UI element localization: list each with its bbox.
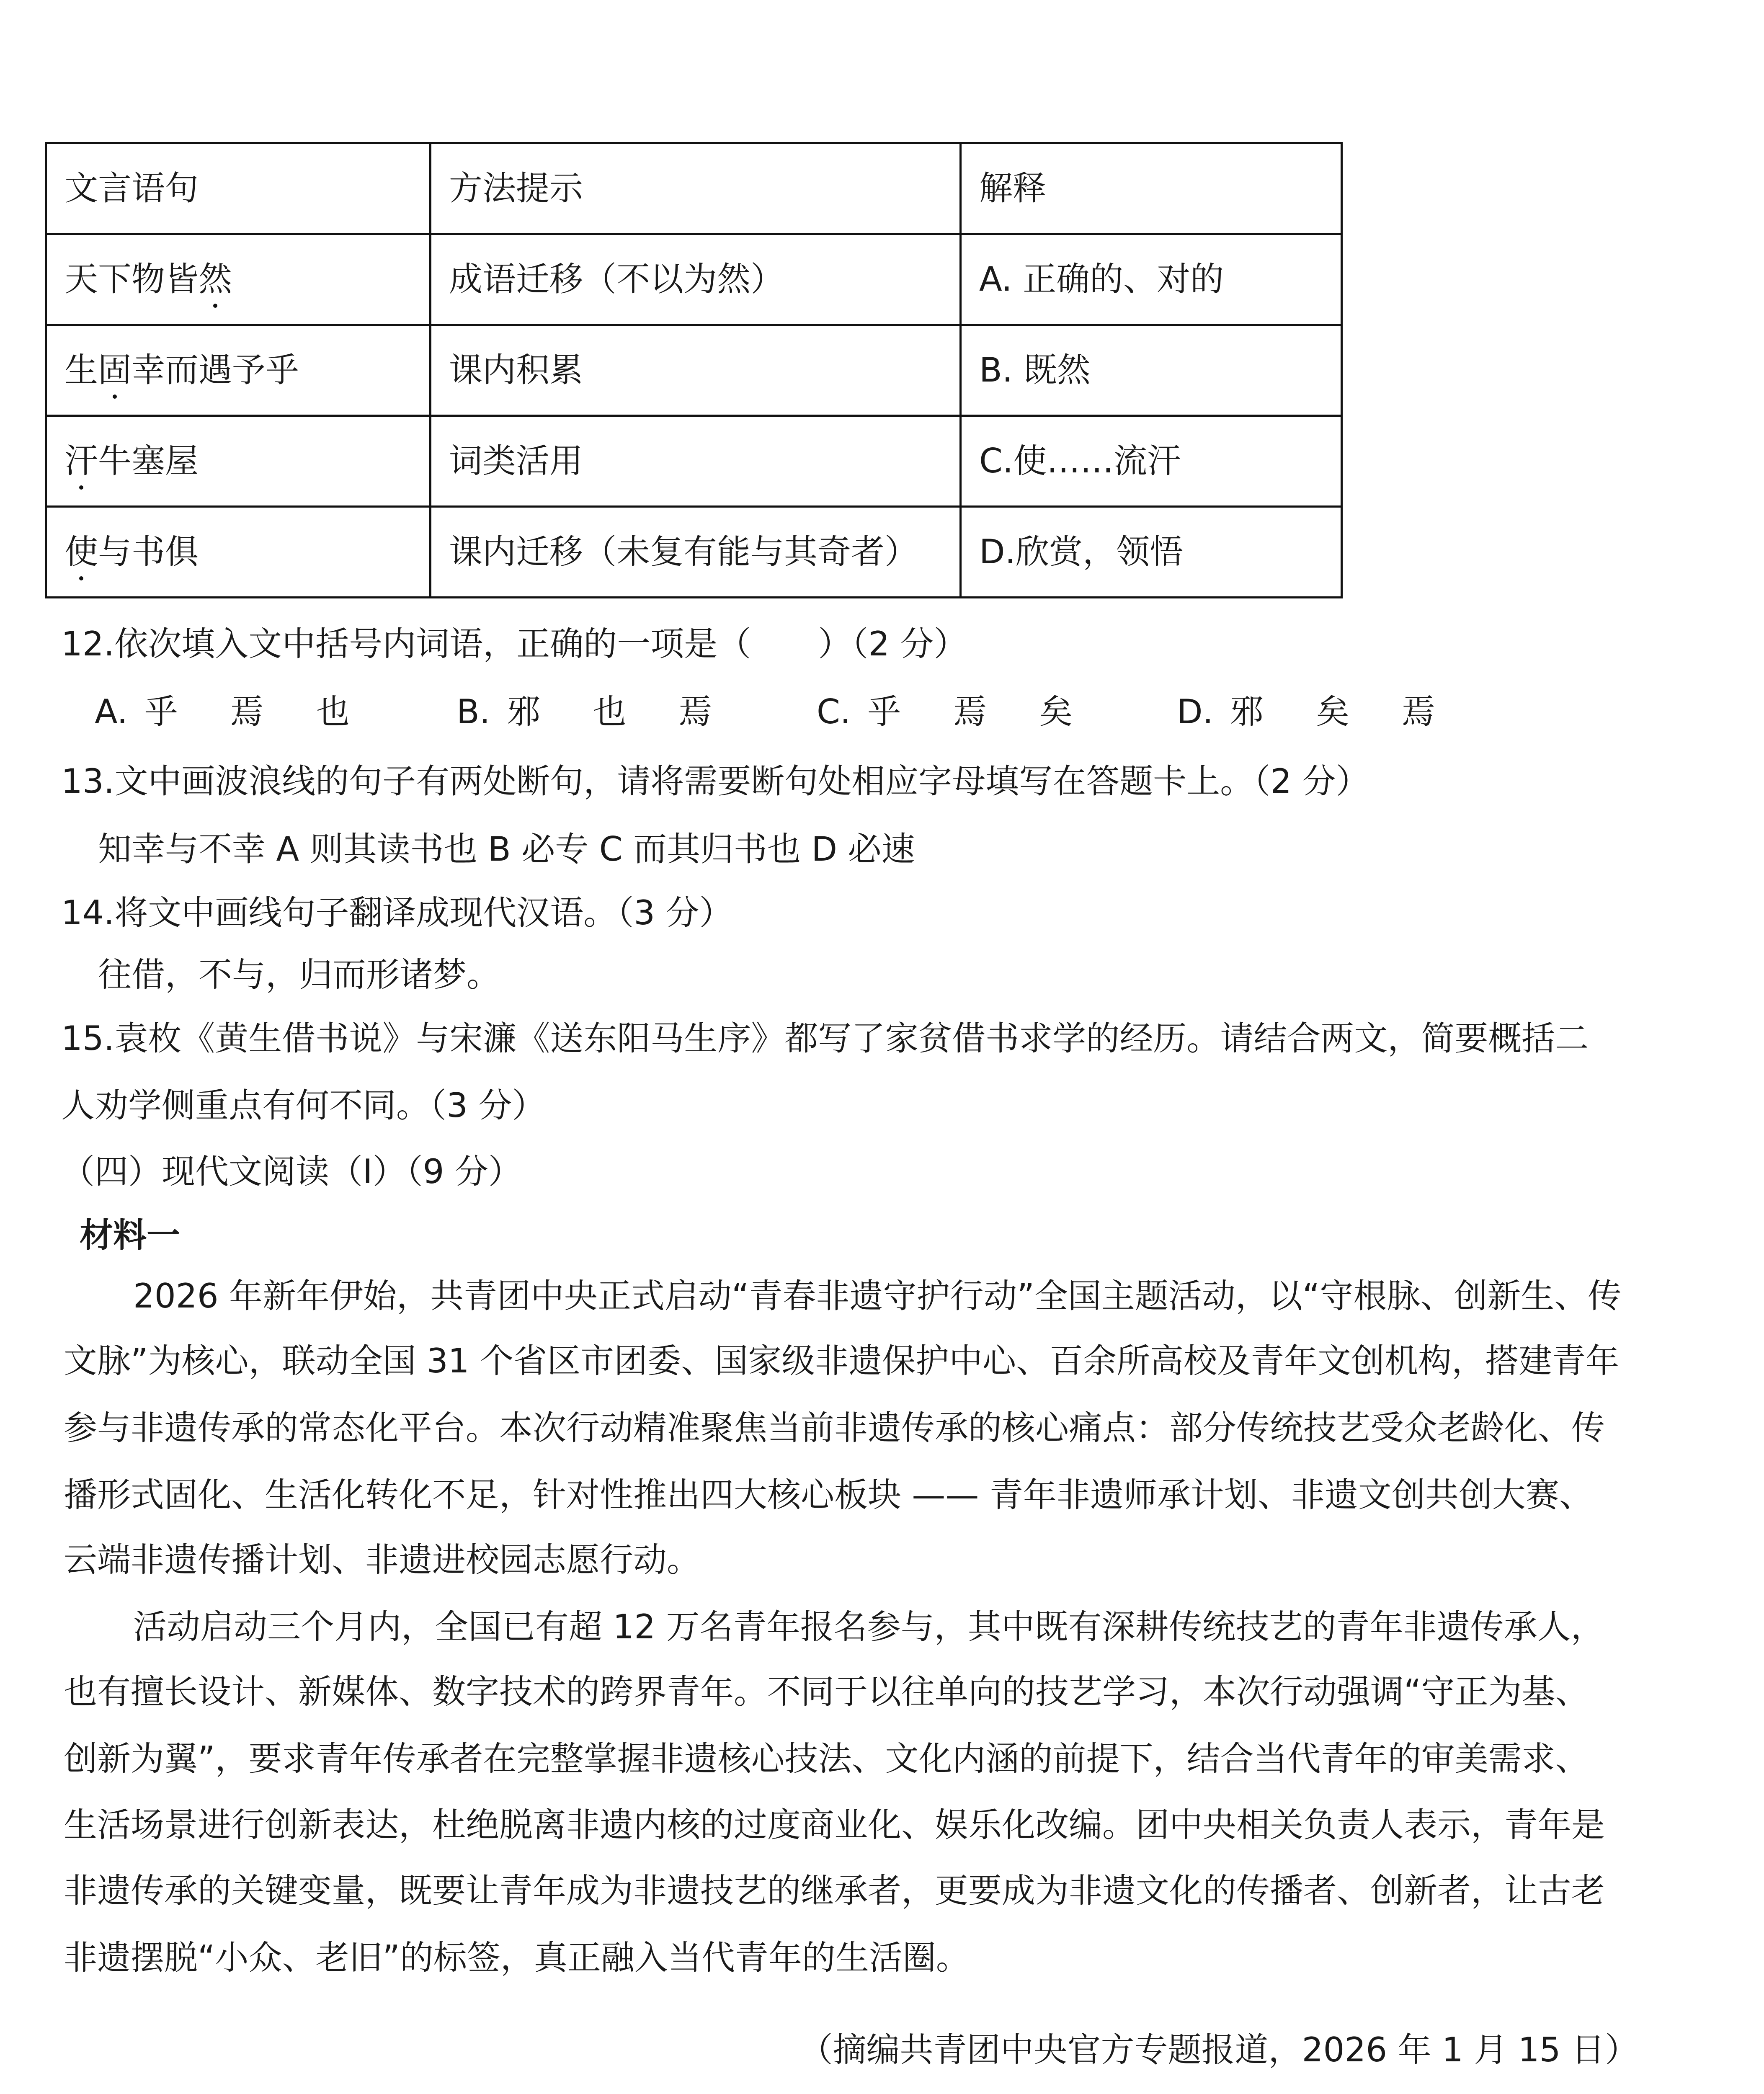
table-cell: A. 正确的、对的 — [961, 234, 1342, 325]
option-word: 乎 — [144, 692, 178, 731]
char: 而 — [165, 351, 199, 389]
table-row — [46, 507, 1342, 598]
emphasis-dot-char: 使 — [64, 532, 98, 571]
char: 俱 — [165, 532, 199, 571]
option-label: A. — [95, 692, 128, 731]
material-1-line: 创新为翼”，要求青年传承者在完整掌握非遗核心技法、文化内涵的前提下，结合当代青年的审美需求、 — [64, 1739, 1589, 1778]
char: 予 — [232, 351, 266, 389]
table-cell: 文言语句 — [46, 143, 431, 234]
char: 乎 — [266, 351, 299, 389]
vocab-table — [45, 142, 1343, 598]
table-cell — [46, 507, 431, 598]
char: 塞 — [132, 441, 165, 480]
char: 书 — [132, 532, 165, 571]
material-1-line: 文脉”为核心，联动全国 31 个省区市团委、国家级非遗保护中心、百余所高校及青年文创机构，搭建青年 — [64, 1341, 1620, 1380]
table-cell: C.使……流汗 — [961, 416, 1342, 507]
char: 天 — [64, 260, 98, 299]
material-1-line: 也有擅长设计、新媒体、数字技术的跨界青年。不同于以往单向的技艺学习，本次行动强调“守正为基、 — [64, 1672, 1589, 1711]
question-13-sentence: 知幸与不幸 A 则其读书也 B 必专 C 而其归书也 D 必速 — [98, 830, 915, 869]
char: 屋 — [165, 441, 199, 480]
material-1-line: 2026 年新年伊始，共青团中央正式启动“青春非遗守护行动”全国主题活动，以“守根脉、创新生、传 — [133, 1277, 1622, 1315]
emphasis-dot-char: 然 — [199, 260, 232, 299]
char: 幸 — [132, 351, 165, 389]
char: 遇 — [199, 351, 232, 389]
option-word: 焉 — [1402, 692, 1436, 731]
emphasis-dot-char: 固 — [98, 351, 132, 389]
table-cell: 课内迁移（未复有能与其奇者） — [431, 507, 961, 598]
material-1-line: 参与非遗传承的常态化平台。本次行动精准聚焦当前非遗传承的核心痛点：部分传统技艺受众老龄化、传 — [64, 1408, 1605, 1447]
option-word: 矣 — [1316, 692, 1350, 731]
option-word: 焉 — [230, 692, 264, 731]
option-word: 乎 — [867, 692, 901, 731]
section-heading: （四）现代文阅读（I）（9 分） — [61, 1152, 522, 1191]
option-d — [1177, 692, 1488, 731]
table-cell — [46, 325, 431, 416]
material-1-line: 播形式固化、生活化转化不足，针对性推出四大核心板块 —— 青年非遗师承计划、非遗文创共创大赛、 — [64, 1475, 1593, 1514]
question-13: 13.文中画波浪线的句子有两处断句，请将需要断句处相应字母填写在答题卡上。（2 分） — [61, 762, 1369, 801]
option-word: 也 — [316, 692, 350, 731]
question-15-line-2: 人劝学侧重点有何不同。（3 分） — [61, 1086, 546, 1125]
option-c — [817, 692, 1125, 731]
option-word: 焉 — [678, 692, 712, 731]
material-1-line: 活动启动三个月内，全国已有超 12 万名青年报名参与，其中既有深耕传统技艺的青年非遗传承人， — [133, 1607, 1604, 1646]
char: 物 — [132, 260, 165, 299]
char: 生 — [64, 351, 98, 389]
option-word: 也 — [593, 692, 627, 731]
table-cell: 成语迁移（不以为然） — [431, 234, 961, 325]
option-word: 邪 — [507, 692, 541, 731]
option-word: 矣 — [1039, 692, 1073, 731]
table-cell: 课内积累 — [431, 325, 961, 416]
char: 牛 — [98, 441, 132, 480]
option-word: 邪 — [1230, 692, 1264, 731]
question-15-line-1: 15.袁枚《黄生借书说》与宋濂《送东阳马生序》都写了家贫借书求学的经历。请结合两文，简要概括二 — [61, 1019, 1589, 1058]
option-word: 焉 — [953, 692, 987, 731]
emphasis-dot-char: 汗 — [64, 441, 98, 480]
question-14: 14.将文中画线句子翻译成现代汉语。（3 分） — [61, 893, 733, 932]
table-cell — [46, 234, 431, 325]
option-label: C. — [817, 692, 851, 731]
material-1-line: 非遗传承的关键变量，既要让青年成为非遗技艺的继承者，更要成为非遗文化的传播者、创新者，让古老 — [64, 1871, 1605, 1910]
option-b — [456, 692, 764, 731]
material-1-line: 非遗摆脱“小众、老旧”的标签，真正融入当代青年的生活圈。 — [64, 1938, 970, 1977]
material-1-title: 材料一 — [80, 1216, 180, 1255]
option-label: D. — [1177, 692, 1214, 731]
table-row — [46, 416, 1342, 507]
option-label: B. — [456, 692, 490, 731]
option-a — [95, 692, 402, 731]
table-cell: 解释 — [961, 143, 1342, 234]
question-14-sentence: 往借，不与，归而形诸梦。 — [98, 955, 500, 994]
question-12: 12.依次填入文中括号内词语，正确的一项是（ ）（2 分） — [61, 624, 967, 663]
char: 皆 — [165, 260, 199, 299]
char: 与 — [98, 532, 132, 571]
table-cell: D.欣赏，领悟 — [961, 507, 1342, 598]
material-1-source: （摘编共青团中央官方专题报道，2026 年 1 月 15 日） — [799, 2030, 1638, 2069]
table-row — [46, 325, 1342, 416]
material-1-line: 云端非遗传播计划、非遗进校园志愿行动。 — [64, 1540, 700, 1579]
table-row — [46, 143, 1342, 234]
char: 下 — [98, 260, 132, 299]
table-cell: 词类活用 — [431, 416, 961, 507]
table-cell — [46, 416, 431, 507]
material-1-line: 生活场景进行创新表达，杜绝脱离非遗内核的过度商业化、娱乐化改编。团中央相关负责人表示，青年是 — [64, 1805, 1605, 1844]
table-cell: B. 既然 — [961, 325, 1342, 416]
table-row — [46, 234, 1342, 325]
table-cell: 方法提示 — [431, 143, 961, 234]
